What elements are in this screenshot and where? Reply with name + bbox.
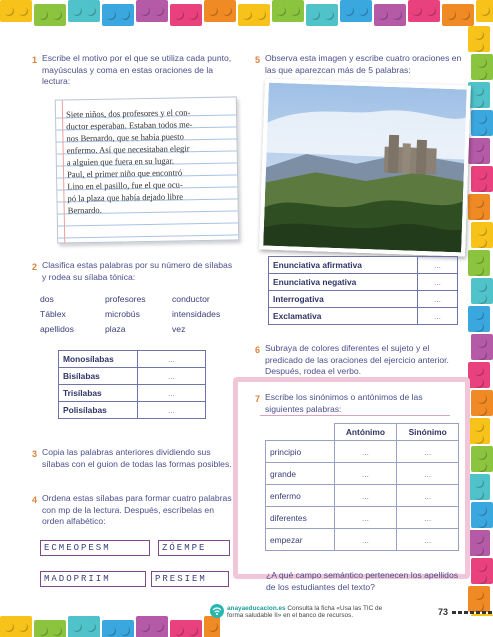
lego-stud xyxy=(208,6,218,16)
lego-stud xyxy=(474,378,484,388)
row-label: Monosílabas xyxy=(59,351,138,368)
lego-stud xyxy=(474,210,484,220)
lego-stud xyxy=(86,6,96,16)
lego-brick xyxy=(204,616,220,637)
lego-brick xyxy=(471,54,493,80)
lego-stud xyxy=(106,626,116,636)
lego-stud xyxy=(290,6,300,16)
lego-brick xyxy=(471,614,493,616)
lego-brick xyxy=(34,4,66,26)
lego-brick xyxy=(306,4,338,26)
lego-brick xyxy=(471,502,493,528)
lego-brick xyxy=(102,4,134,26)
lego-brick xyxy=(468,362,490,388)
lego-stud xyxy=(474,86,484,96)
question-2-number: 2 xyxy=(32,262,38,272)
lego-brick xyxy=(68,616,100,637)
question-5-text: Observa esta imagen y escribe cuatro oraciones en las que aparezcan más de 5 palabras: xyxy=(265,53,462,75)
lego-brick xyxy=(471,222,493,248)
lego-brick xyxy=(468,194,490,220)
answer-cell[interactable]: ... xyxy=(397,485,459,507)
lego-stud xyxy=(72,6,82,16)
footer-note xyxy=(227,605,427,619)
page-number: 73 xyxy=(438,607,449,617)
row-label: Polisílabas xyxy=(59,402,138,419)
row-label: Interrogativa xyxy=(269,291,418,308)
answer-cell[interactable]: ... xyxy=(334,529,397,551)
row-label: Bisílabas xyxy=(59,368,138,385)
excerpt-line: enfermo. Así que necesitaban elegir xyxy=(66,143,190,156)
lego-stud xyxy=(242,10,252,20)
lego-brick xyxy=(34,620,66,637)
lego-brick xyxy=(238,4,270,26)
lego-stud xyxy=(18,6,28,16)
lego-border-right xyxy=(468,26,493,616)
lego-stud xyxy=(474,322,484,332)
lego-stud xyxy=(18,622,28,632)
lego-stud xyxy=(222,6,232,16)
answer-cell[interactable]: ... xyxy=(418,308,458,325)
lego-stud xyxy=(324,10,334,20)
paper-margin-line xyxy=(62,100,65,242)
syllable-box: ECMEOPESM xyxy=(40,540,150,556)
lego-stud xyxy=(72,622,82,632)
lego-stud xyxy=(140,622,150,632)
lego-brick xyxy=(272,0,304,22)
lego-stud xyxy=(474,254,484,264)
lego-brick xyxy=(468,138,490,164)
question-6-number: 6 xyxy=(255,345,261,355)
answer-cell[interactable]: ... xyxy=(418,291,458,308)
word-cell: principio xyxy=(266,441,335,463)
question-5-number: 5 xyxy=(255,55,261,65)
answer-cell[interactable]: ... xyxy=(397,463,459,485)
lego-stud xyxy=(460,10,470,20)
word: microbús xyxy=(105,309,140,319)
lego-stud xyxy=(378,10,388,20)
lego-stud xyxy=(474,490,484,500)
word: dos xyxy=(40,294,54,304)
lego-stud xyxy=(174,626,184,636)
reading-excerpt-card xyxy=(55,96,239,243)
word: profesores xyxy=(105,294,146,304)
footer-site-link[interactable]: anayaeducacion.es xyxy=(227,605,286,612)
lego-brick xyxy=(408,0,440,22)
lego-stud xyxy=(477,450,487,460)
question-1-text: Escribe el motivo por el que se utiliza cada punto, mayúsculas y coma en estas oraciones de la lectura: xyxy=(42,53,232,86)
question-3-text: Copia las palabras anteriores dividiendo sus sílabas con el guion de todas las formas posibles. xyxy=(42,447,232,469)
question-4-number: 4 xyxy=(32,495,38,505)
excerpt-line: Siete niños, dos profesores y el con- xyxy=(65,107,191,120)
lego-stud xyxy=(474,98,484,108)
lego-stud xyxy=(120,10,130,20)
reading-excerpt-text xyxy=(66,106,233,217)
lego-stud xyxy=(474,42,484,52)
lego-brick xyxy=(0,0,32,22)
lego-brick xyxy=(374,4,406,26)
lego-brick xyxy=(170,620,202,637)
lego-stud xyxy=(154,622,164,632)
lego-brick xyxy=(442,4,474,26)
row-label: Exclamativa xyxy=(269,308,418,325)
lego-stud xyxy=(446,10,456,20)
lego-stud xyxy=(477,294,487,304)
answer-cell[interactable]: ... xyxy=(397,441,459,463)
sentence-type-table xyxy=(268,256,458,325)
lego-brick xyxy=(468,530,490,556)
excerpt-line: nos Bernardo, que se había puesto xyxy=(66,131,184,144)
lego-stud xyxy=(474,30,484,40)
lego-stud xyxy=(256,10,266,20)
word-cell: enfermo xyxy=(266,485,335,507)
excerpt-line: a alguien que fuera en su lugar. xyxy=(66,155,175,168)
lego-brick xyxy=(471,166,493,192)
row-label: Enunciativa negativa xyxy=(269,274,418,291)
answer-cell[interactable]: ... xyxy=(334,463,397,485)
answer-cell[interactable]: ... xyxy=(138,351,206,368)
answer-cell[interactable]: ... xyxy=(334,485,397,507)
lego-stud xyxy=(477,170,487,180)
lego-stud xyxy=(477,238,487,248)
lego-stud xyxy=(188,10,198,20)
answer-cell[interactable]: ... xyxy=(418,274,458,291)
lego-stud xyxy=(154,6,164,16)
lego-brick xyxy=(102,620,134,637)
lego-brick xyxy=(471,278,493,304)
excerpt-line: Bernardo. xyxy=(67,204,102,216)
answer-cell[interactable]: ... xyxy=(138,385,206,402)
lego-brick xyxy=(0,616,32,637)
lego-stud xyxy=(477,58,487,68)
lego-stud xyxy=(480,6,490,16)
column-header-antonym: Antónimo xyxy=(334,424,397,441)
wifi-icon xyxy=(210,604,224,618)
lego-stud xyxy=(344,6,354,16)
lego-stud xyxy=(86,622,96,632)
answer-cell[interactable]: ... xyxy=(397,507,459,529)
lego-brick xyxy=(468,474,490,500)
lego-stud xyxy=(140,6,150,16)
lego-stud xyxy=(474,366,484,376)
lego-stud xyxy=(477,462,487,472)
lego-stud xyxy=(474,142,484,152)
question-4-text: Ordena estas sílabas para formar cuatro palabras con mp de la lectura. Después, escríbelas en orden alfabético: xyxy=(42,493,232,526)
lego-brick xyxy=(468,250,490,276)
question-7-number: 7 xyxy=(255,394,261,404)
lego-stud xyxy=(426,6,436,16)
excerpt-line: pó la plaza que había dejado libre xyxy=(67,191,184,204)
lego-brick xyxy=(204,0,236,22)
word: apellidos xyxy=(40,324,74,334)
answer-cell[interactable]: ... xyxy=(334,441,397,463)
lego-brick xyxy=(471,334,493,360)
lego-stud xyxy=(477,126,487,136)
lego-stud xyxy=(38,10,48,20)
excerpt-line: Lino en el pasillo, fue el que ocu- xyxy=(67,179,183,192)
lego-stud xyxy=(474,590,484,600)
castle-landscape-photo xyxy=(259,78,471,256)
question-7-text: Escribe los sinónimos o antónimos de las siguientes palabras: xyxy=(265,392,423,414)
lego-brick xyxy=(468,26,490,52)
word: conductor xyxy=(172,294,210,304)
lego-stud xyxy=(4,622,14,632)
lego-stud xyxy=(474,422,484,432)
lego-brick xyxy=(68,0,100,22)
lego-stud xyxy=(474,198,484,208)
lego-stud xyxy=(38,626,48,636)
footer-line-2: forma saludable II» en el banco de recursos. xyxy=(227,612,354,619)
lego-brick xyxy=(136,0,168,22)
lego-border-bottom xyxy=(0,616,220,637)
lego-border-top xyxy=(0,0,493,26)
lego-stud xyxy=(477,406,487,416)
lego-stud xyxy=(474,310,484,320)
lego-brick xyxy=(136,616,168,637)
answer-cell[interactable]: ... xyxy=(397,529,459,551)
lego-brick xyxy=(468,306,490,332)
question-8-text: ¿A qué campo semántico pertenecen los apellidos de los estudiantes del texto? xyxy=(266,570,459,592)
column-header-synonym: Sinónimo xyxy=(397,424,459,441)
lego-stud xyxy=(474,534,484,544)
syllable-box: PRESIEM xyxy=(151,571,229,587)
lego-stud xyxy=(4,6,14,16)
lego-brick xyxy=(471,390,493,416)
lego-brick xyxy=(340,0,372,22)
word: intensidades xyxy=(172,309,221,319)
lego-stud xyxy=(477,226,487,236)
word: vez xyxy=(172,324,186,334)
word: plaza xyxy=(105,324,126,334)
lego-stud xyxy=(474,266,484,276)
lego-stud xyxy=(477,114,487,124)
lego-stud xyxy=(392,10,402,20)
table-corner xyxy=(266,424,335,441)
lego-brick xyxy=(476,0,493,22)
answer-cell[interactable]: ... xyxy=(138,402,206,419)
lego-stud xyxy=(477,350,487,360)
lego-stud xyxy=(358,6,368,16)
lego-stud xyxy=(477,282,487,292)
lego-brick xyxy=(468,418,490,444)
lego-stud xyxy=(474,434,484,444)
question-3-number: 3 xyxy=(32,449,38,459)
lego-stud xyxy=(474,154,484,164)
answer-cell[interactable]: ... xyxy=(334,507,397,529)
answer-cell[interactable]: ... xyxy=(418,257,458,274)
lego-brick xyxy=(170,4,202,26)
syllable-box: ZÓEMPE xyxy=(158,540,230,556)
word: Táblex xyxy=(40,309,66,319)
lego-stud xyxy=(106,10,116,20)
lego-stud xyxy=(477,338,487,348)
question-7-underline xyxy=(260,415,450,416)
lego-stud xyxy=(120,626,130,636)
word-cell: empezar xyxy=(266,529,335,551)
lego-stud xyxy=(477,518,487,528)
lego-stud xyxy=(310,10,320,20)
lego-stud xyxy=(477,562,487,572)
lego-brick xyxy=(468,586,490,612)
question-6-text: Subraya de colores diferentes el sujeto y el predicado de las oraciones del ejercicio anterior. Después, rodea el verbo. xyxy=(265,343,449,376)
lego-brick xyxy=(471,446,493,472)
row-label: Enunciativa afirmativa xyxy=(269,257,418,274)
lego-stud xyxy=(52,626,62,636)
lego-stud xyxy=(477,182,487,192)
lego-brick xyxy=(468,82,490,108)
lego-stud xyxy=(412,6,422,16)
answer-cell[interactable]: ... xyxy=(138,368,206,385)
word-cell: diferentes xyxy=(266,507,335,529)
lego-stud xyxy=(477,506,487,516)
lego-stud xyxy=(188,626,198,636)
antonym-synonym-table xyxy=(265,423,459,551)
lego-stud xyxy=(276,6,286,16)
question-1-number: 1 xyxy=(32,55,38,65)
word-cell: grande xyxy=(266,463,335,485)
syllable-box: MADOPRIIM xyxy=(40,571,146,587)
lego-stud xyxy=(174,10,184,20)
lego-brick xyxy=(471,110,493,136)
lego-stud xyxy=(477,574,487,584)
lego-brick xyxy=(471,558,493,584)
footer-line-1: Consulta la ficha «Usa las TIC de xyxy=(287,605,383,612)
excerpt-line: Paul, el primer niño que encontró xyxy=(66,167,183,180)
lego-stud xyxy=(474,478,484,488)
lego-stud xyxy=(474,546,484,556)
lego-stud xyxy=(477,394,487,404)
row-label: Trisílabas xyxy=(59,385,138,402)
syllable-classification-table xyxy=(58,350,206,419)
lego-stud xyxy=(477,70,487,80)
excerpt-line: ductor esperaban. Estaban todos me- xyxy=(66,119,193,132)
page-number-dashes xyxy=(452,611,492,614)
question-2-text: Clasifica estas palabras por su número de sílabas y rodea su sílaba tónica: xyxy=(42,260,233,282)
lego-stud xyxy=(208,622,218,632)
lego-stud xyxy=(52,10,62,20)
